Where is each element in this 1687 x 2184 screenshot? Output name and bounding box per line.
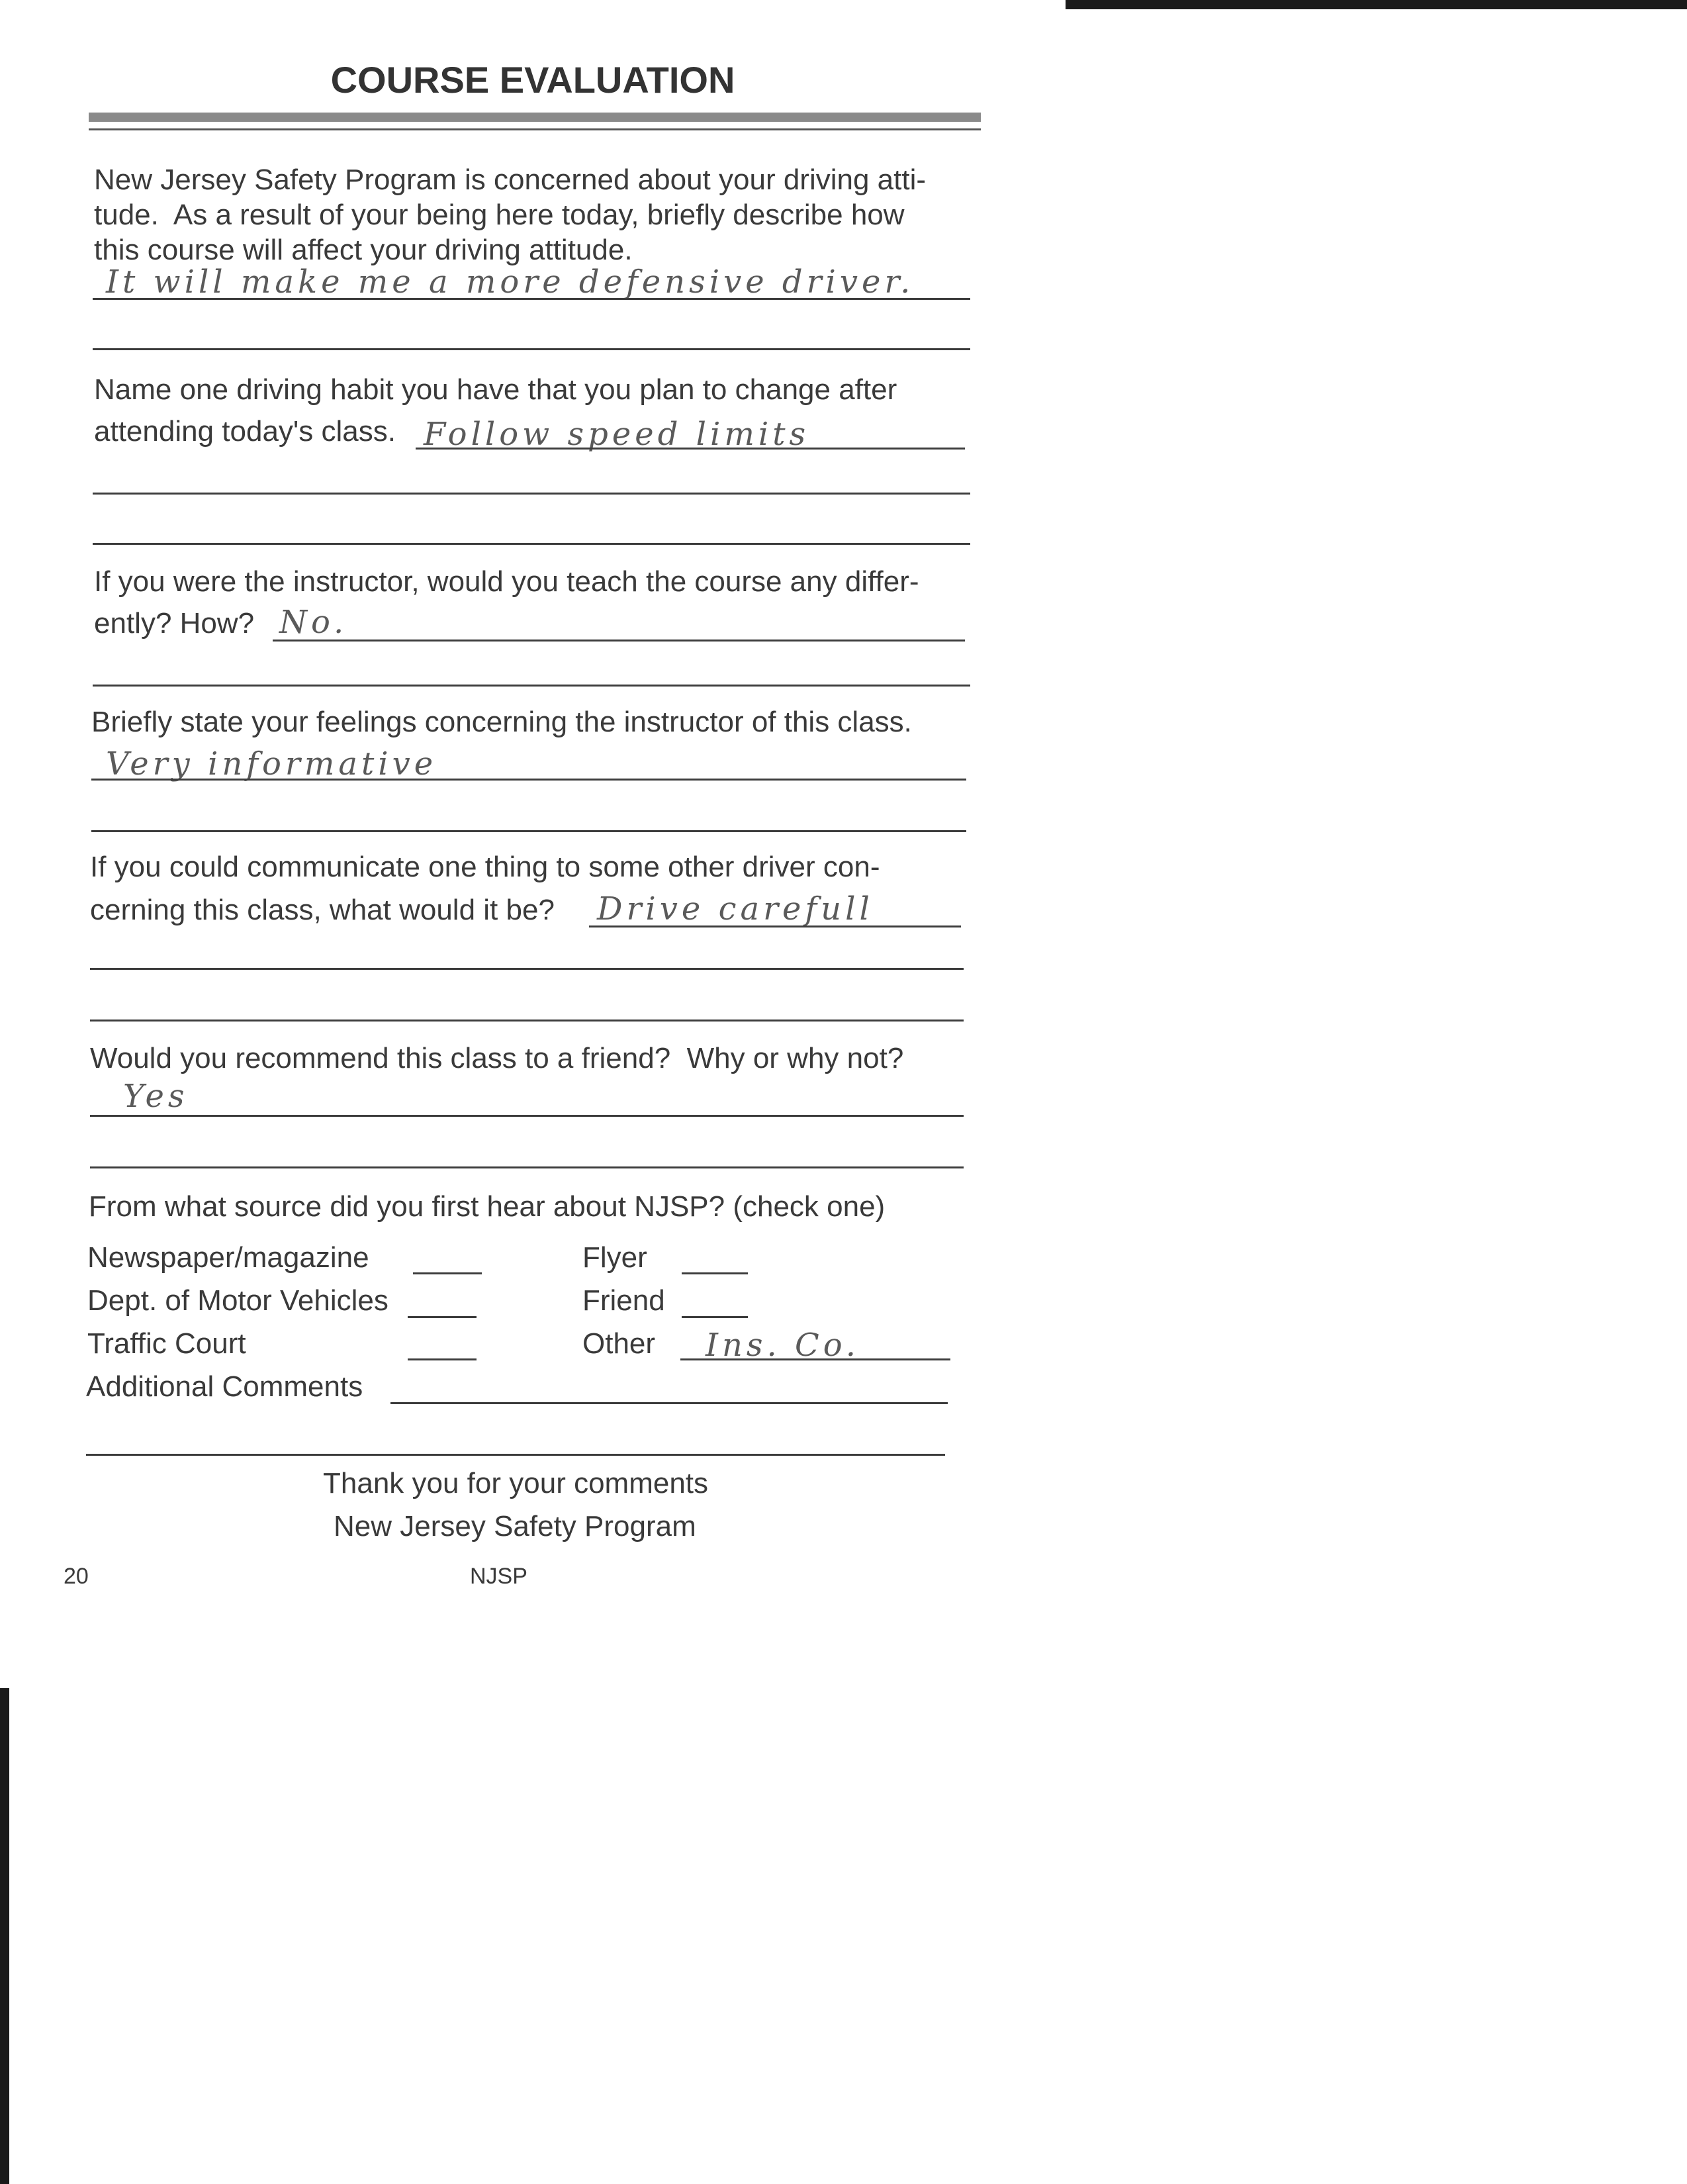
additional-comments-line-2[interactable] bbox=[86, 1454, 945, 1456]
question-5-line-1: If you could communicate one thing to some other driver con- bbox=[90, 851, 880, 883]
answer-1-line-1[interactable] bbox=[93, 298, 970, 300]
source-option-friend: Friend bbox=[582, 1284, 665, 1317]
answer-2-handwriting: Follow speed limits bbox=[424, 416, 810, 453]
source-question: From what source did you first hear about NJSP? (check one) bbox=[89, 1190, 886, 1223]
page-number: 20 bbox=[64, 1564, 89, 1589]
question-6-line-1: Would you recommend this class to a friend? Why or why not? bbox=[90, 1042, 904, 1074]
question-2-line-1: Name one driving habit you have that you plan to change after bbox=[94, 373, 897, 406]
answer-5-line-3[interactable] bbox=[90, 1020, 964, 1021]
footer-abbrev: NJSP bbox=[470, 1564, 527, 1589]
source-option-other: Other bbox=[582, 1327, 656, 1360]
answer-6-line-1[interactable] bbox=[90, 1115, 964, 1117]
question-3-line-1: If you were the instructor, would you teach the course any differ- bbox=[94, 565, 919, 598]
scan-edge-left bbox=[0, 1688, 9, 2184]
question-1-line-2: tude. As a result of your being here today, briefly describe how bbox=[94, 199, 905, 231]
answer-1-line-2[interactable] bbox=[93, 348, 970, 350]
source-traffic-court-checkline[interactable] bbox=[408, 1358, 477, 1360]
source-friend-checkline[interactable] bbox=[682, 1316, 748, 1318]
answer-2-line-3[interactable] bbox=[93, 543, 970, 545]
source-option-flyer: Flyer bbox=[582, 1241, 647, 1274]
source-newspaper-checkline[interactable] bbox=[413, 1272, 482, 1274]
answer-3-line-1[interactable] bbox=[273, 640, 965, 641]
answer-5-line-2[interactable] bbox=[90, 968, 964, 970]
source-option-dmv: Dept. of Motor Vehicles bbox=[87, 1284, 388, 1317]
source-option-traffic-court: Traffic Court bbox=[87, 1327, 246, 1360]
additional-comments-label: Additional Comments bbox=[86, 1370, 363, 1403]
question-2-line-2: attending today's class. bbox=[94, 415, 396, 448]
answer-6-line-2[interactable] bbox=[90, 1166, 964, 1168]
title-underline-rule bbox=[89, 128, 981, 130]
title-underline-bar bbox=[89, 113, 981, 122]
answer-2-line-2[interactable] bbox=[93, 493, 970, 495]
answer-4-line-2[interactable] bbox=[91, 830, 966, 832]
closing-program-name: New Jersey Safety Program bbox=[334, 1510, 696, 1543]
source-other-line[interactable] bbox=[680, 1358, 950, 1360]
answer-4-line-1[interactable] bbox=[91, 779, 966, 781]
source-other-handwriting: Ins. Co. bbox=[706, 1327, 860, 1364]
answer-3-handwriting: No. bbox=[279, 604, 348, 641]
question-5-line-2: cerning this class, what would it be? bbox=[90, 894, 555, 926]
question-1-line-1: New Jersey Safety Program is concerned about your driving atti- bbox=[94, 164, 927, 196]
answer-3-line-2[interactable] bbox=[93, 685, 970, 687]
additional-comments-line-1[interactable] bbox=[390, 1402, 948, 1404]
answer-4-handwriting: Very informative bbox=[106, 745, 437, 783]
page-title: COURSE EVALUATION bbox=[330, 59, 735, 101]
question-1-line-3: this course will affect your driving attitude. bbox=[94, 234, 633, 266]
closing-thanks: Thank you for your comments bbox=[323, 1467, 709, 1499]
question-3-line-2: ently? How? bbox=[94, 607, 255, 640]
answer-5-line-1[interactable] bbox=[589, 926, 961, 927]
question-4-line-1: Briefly state your feelings concerning the instructor of this class. bbox=[91, 706, 912, 738]
answer-6-handwriting: Yes bbox=[123, 1078, 189, 1115]
source-dmv-checkline[interactable] bbox=[408, 1316, 477, 1318]
answer-5-handwriting: Drive carefull bbox=[597, 890, 874, 927]
answer-1-handwriting: It will make me a more defensive driver. bbox=[106, 263, 915, 301]
source-option-newspaper: Newspaper/magazine bbox=[87, 1241, 369, 1274]
scan-edge-top bbox=[1066, 0, 1687, 9]
source-flyer-checkline[interactable] bbox=[682, 1272, 748, 1274]
answer-2-line-1[interactable] bbox=[416, 448, 965, 450]
